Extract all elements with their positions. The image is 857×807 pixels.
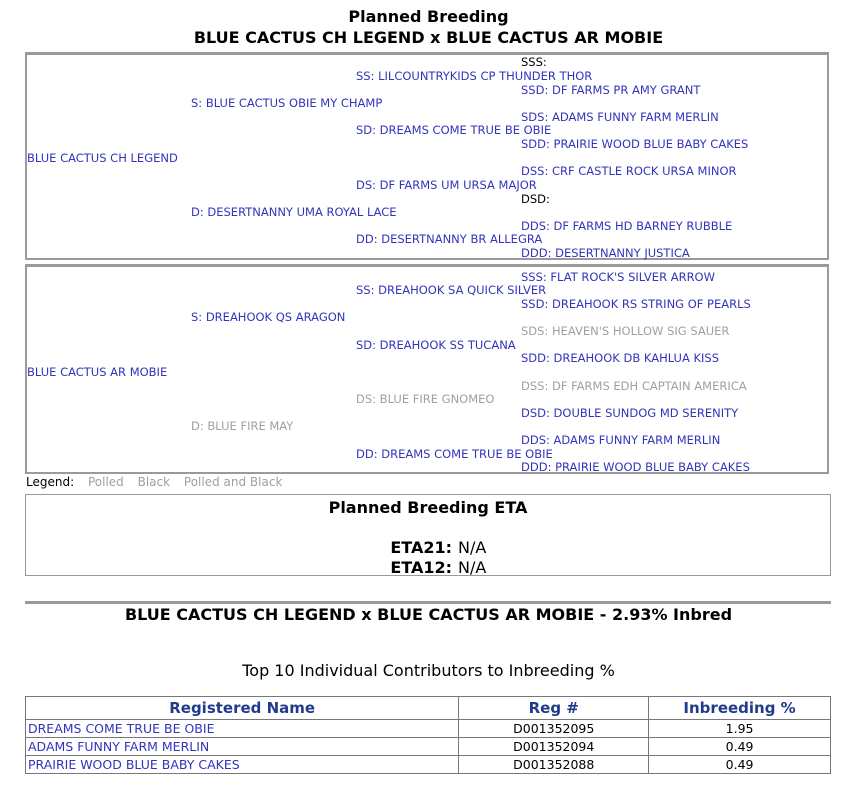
dam-d-link[interactable]: D: BLUE FIRE MAY bbox=[191, 419, 294, 433]
dam-ssd-link[interactable]: SSD: DREAHOOK RS STRING OF PEARLS bbox=[521, 297, 751, 311]
dam-animal-link[interactable]: BLUE CACTUS AR MOBIE bbox=[27, 365, 168, 379]
sire-ds-link[interactable]: DS: DF FARMS UM URSA MAJOR bbox=[356, 178, 537, 192]
legend-label: Legend: bbox=[26, 475, 75, 489]
divider bbox=[25, 601, 831, 604]
sire-sd-link[interactable]: SD: DREAMS COME TRUE BE OBIE bbox=[356, 123, 552, 137]
eta21-value: N/A bbox=[458, 538, 487, 557]
dam-sd-link[interactable]: SD: DREAHOOK SS TUCANA bbox=[356, 338, 516, 352]
dam-ss-link[interactable]: SS: DREAHOOK SA QUICK SILVER bbox=[356, 283, 547, 297]
eta21-row bbox=[374, 538, 486, 557]
row-reg: D001352088 bbox=[459, 756, 649, 774]
legend bbox=[26, 475, 282, 489]
legend-black: Black bbox=[137, 475, 171, 489]
sire-dd-link[interactable]: DD: DESERTNANNY BR ALLEGRA bbox=[356, 232, 543, 246]
sire-sss-label: SSS: bbox=[521, 55, 547, 69]
dam-sss-link[interactable]: SSS: FLAT ROCK'S SILVER ARROW bbox=[521, 270, 715, 284]
sire-s-link[interactable]: S: BLUE CACTUS OBIE MY CHAMP bbox=[191, 96, 383, 110]
dam-dd-link[interactable]: DD: DREAMS COME TRUE BE OBIE bbox=[356, 447, 553, 461]
dam-ddd-link[interactable]: DDD: PRAIRIE WOOD BLUE BABY CAKES bbox=[521, 460, 750, 474]
sire-sdd-link[interactable]: SDD: PRAIRIE WOOD BLUE BABY CAKES bbox=[521, 137, 749, 151]
dam-sdd-link[interactable]: SDD: DREAHOOK DB KAHLUA KISS bbox=[521, 351, 720, 365]
sire-ss-link[interactable]: SS: LILCOUNTRYKIDS CP THUNDER THOR bbox=[356, 69, 593, 83]
table-row bbox=[26, 720, 831, 738]
sire-sds-link[interactable]: SDS: ADAMS FUNNY FARM MERLIN bbox=[521, 110, 719, 124]
sire-d-link[interactable]: D: DESERTNANNY UMA ROYAL LACE bbox=[191, 205, 397, 219]
sire-animal-link[interactable]: BLUE CACTUS CH LEGEND bbox=[27, 151, 178, 165]
sire-dsd-label: DSD: bbox=[521, 192, 550, 206]
sire-dds-link[interactable]: DDS: DF FARMS HD BARNEY RUBBLE bbox=[521, 219, 733, 233]
row-pct: 0.49 bbox=[649, 756, 831, 774]
eta-box bbox=[25, 494, 831, 576]
row-reg: D001352095 bbox=[459, 720, 649, 738]
legend-polled: Polled bbox=[87, 475, 124, 489]
header-registered-name: Registered Name bbox=[26, 697, 459, 720]
dam-dsd-link[interactable]: DSD: DOUBLE SUNDOG MD SERENITY bbox=[521, 406, 739, 420]
table-row bbox=[26, 756, 831, 774]
dam-dss-link[interactable]: DSS: DF FARMS EDH CAPTAIN AMERICA bbox=[521, 379, 747, 393]
page-title: Planned Breeding bbox=[348, 7, 509, 26]
row-pct: 1.95 bbox=[649, 720, 831, 738]
eta12-label: ETA12: bbox=[390, 558, 452, 577]
row-pct: 0.49 bbox=[649, 738, 831, 756]
header-inbreeding-pct: Inbreeding % bbox=[649, 697, 831, 720]
sire-ddd-link[interactable]: DDD: DESERTNANNY JUSTICA bbox=[521, 246, 690, 260]
inbreeding-summary: BLUE CACTUS CH LEGEND x BLUE CACTUS AR MOBIE - 2.93% Inbred bbox=[124, 605, 733, 624]
sire-ssd-link[interactable]: SSD: DF FARMS PR AMY GRANT bbox=[521, 83, 701, 97]
dam-s-link[interactable]: S: DREAHOOK QS ARAGON bbox=[191, 310, 346, 324]
table-row bbox=[26, 738, 831, 756]
eta12-row bbox=[374, 558, 486, 577]
dam-dds-link[interactable]: DDS: ADAMS FUNNY FARM MERLIN bbox=[521, 433, 721, 447]
row-name-link[interactable]: ADAMS FUNNY FARM MERLIN bbox=[26, 738, 459, 756]
eta21-label: ETA21: bbox=[390, 538, 452, 557]
dam-sds-link[interactable]: SDS: HEAVEN'S HOLLOW SIG SAUER bbox=[521, 324, 730, 338]
dam-ds-link[interactable]: DS: BLUE FIRE GNOMEO bbox=[356, 392, 495, 406]
legend-polled-and-black: Polled and Black bbox=[183, 475, 283, 489]
row-name-link[interactable]: DREAMS COME TRUE BE OBIE bbox=[26, 720, 459, 738]
breeding-pair-title: BLUE CACTUS CH LEGEND x BLUE CACTUS AR MOBIE bbox=[193, 28, 664, 47]
sire-dss-link[interactable]: DSS: CRF CASTLE ROCK URSA MINOR bbox=[521, 164, 737, 178]
eta-title: Planned Breeding ETA bbox=[328, 498, 528, 517]
header-reg-number: Reg # bbox=[459, 697, 649, 720]
row-reg: D001352094 bbox=[459, 738, 649, 756]
row-name-link[interactable]: PRAIRIE WOOD BLUE BABY CAKES bbox=[26, 756, 459, 774]
table-header-row bbox=[26, 697, 831, 720]
eta12-value: N/A bbox=[458, 558, 487, 577]
contributors-table bbox=[25, 696, 831, 774]
contributors-title: Top 10 Individual Contributors to Inbreeding % bbox=[242, 661, 615, 680]
